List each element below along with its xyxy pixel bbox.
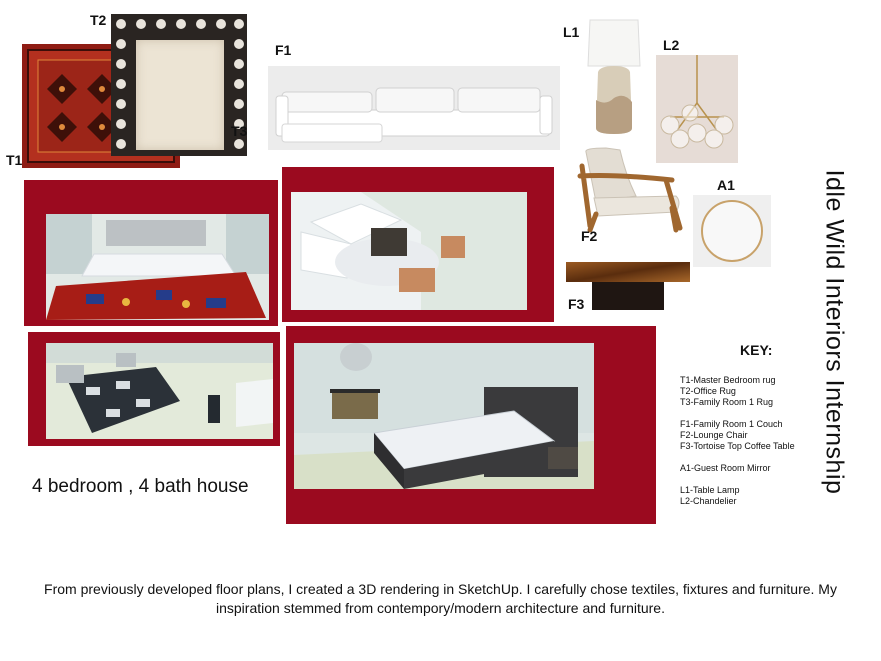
- key-item: F1-Family Room 1 Couch: [680, 419, 783, 429]
- key-item: T3-Family Room 1 Rug: [680, 397, 774, 407]
- lounge-chair-photo: [576, 146, 686, 240]
- sectional-sofa-photo: [268, 66, 560, 150]
- office-render: [46, 343, 273, 439]
- key-heading: KEY:: [740, 342, 773, 358]
- key-item: F3-Tortoise Top Coffee Table: [680, 441, 795, 451]
- label-f1: F1: [275, 42, 292, 58]
- label-f2: F2: [581, 228, 598, 244]
- house-description: 4 bedroom , 4 bath house: [32, 476, 249, 497]
- page-title-text: Idle Wild Interiors Internship: [820, 169, 849, 495]
- label-l2: L2: [663, 37, 680, 53]
- page-title: [794, 142, 874, 522]
- cream-shag-rug-swatch: [136, 40, 224, 150]
- project-description: From previously developed floor plans, I created a 3D rendering in SketchUp. I carefully chose textiles, fixtures and furniture. My inspiration stemmed from contempory/modern architecture and furniture.: [44, 581, 837, 616]
- key-item: L1-Table Lamp: [680, 485, 740, 495]
- key-item: T2-Office Rug: [680, 386, 736, 396]
- label-t3: T3: [231, 123, 248, 139]
- key-list: [680, 375, 795, 507]
- table-lamp-photo: [584, 16, 644, 138]
- tortoise-coffee-table-photo: [566, 262, 690, 312]
- family-room-render: [291, 192, 527, 310]
- label-l1: L1: [563, 24, 580, 40]
- label-f3: F3: [568, 296, 585, 312]
- label-a1: A1: [717, 177, 735, 193]
- guest-bedroom-render: [294, 343, 594, 489]
- label-t2: T2: [90, 12, 107, 28]
- label-t1: T1: [6, 152, 23, 168]
- master-bedroom-render: [46, 214, 269, 320]
- key-item: T1-Master Bedroom rug: [680, 375, 776, 385]
- key-item: F2-Lounge Chair: [680, 430, 748, 440]
- round-mirror-photo: [693, 195, 771, 267]
- key-item: L2-Chandelier: [680, 496, 737, 506]
- key-item: A1-Guest Room Mirror: [680, 463, 771, 473]
